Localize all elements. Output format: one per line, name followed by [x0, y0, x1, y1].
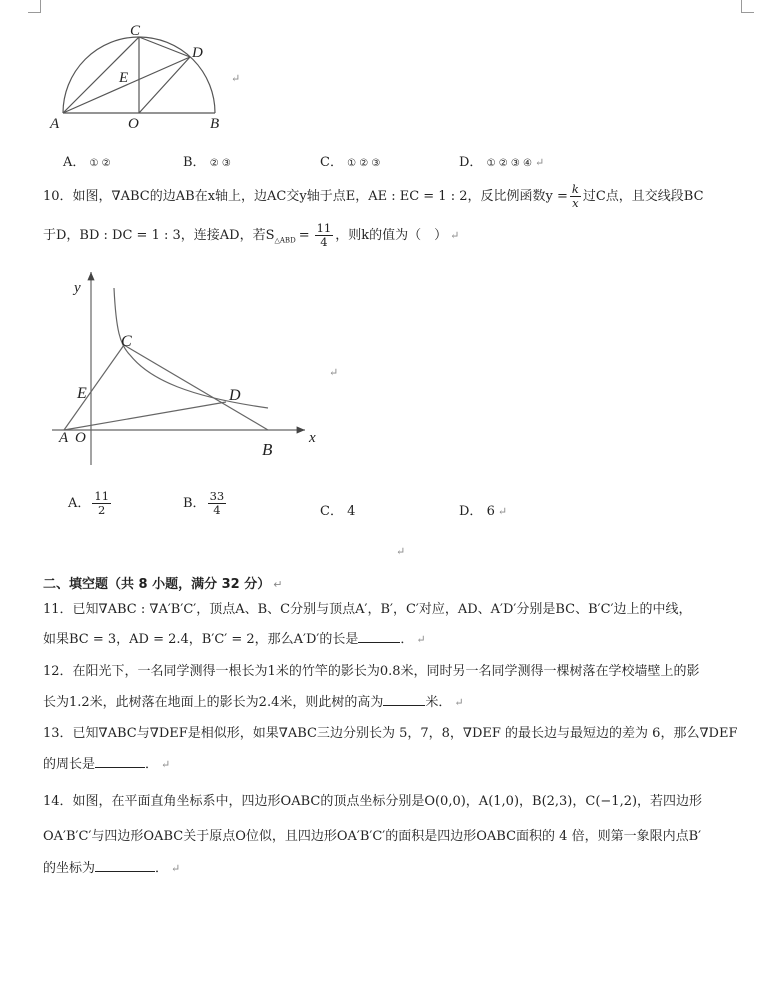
q9-option-c-letter: C．: [320, 155, 343, 170]
q10-option-b-letter: B．: [183, 496, 206, 511]
q10-option-d[interactable]: [459, 500, 507, 519]
return-mark: ↵: [161, 758, 171, 771]
area-subscript: △ABD: [274, 236, 296, 245]
crop-mark-right: [741, 0, 754, 13]
q10-label-o: O: [75, 430, 86, 446]
return-mark: ↵: [454, 696, 464, 709]
q9-label-a: A: [50, 116, 60, 132]
option-a-fraction: [92, 490, 111, 517]
q10-label-e: E: [77, 385, 87, 402]
q10-label-b: B: [262, 440, 273, 459]
q9-label-b: B: [210, 116, 220, 132]
q10-option-b[interactable]: [183, 490, 228, 517]
section-heading: [43, 573, 282, 592]
q10-coordinate-figure: [0, 265, 782, 465]
q10-option-a[interactable]: [68, 490, 113, 517]
q11-line2-end: ．: [400, 632, 414, 647]
frac-numerator: 33: [209, 489, 225, 503]
segment-ad: [64, 402, 226, 430]
q10-option-c[interactable]: [320, 500, 355, 519]
q10-option-c-letter: C．: [320, 504, 343, 519]
q12-line2: [43, 691, 464, 710]
q9-option-a-letter: A．: [63, 155, 86, 170]
q10-option-a-letter: A．: [68, 496, 91, 511]
q9-label-o: O: [128, 116, 139, 132]
q12-answer-blank[interactable]: [383, 705, 425, 706]
return-mark: ↵: [534, 156, 545, 169]
q9-label-d: D: [192, 45, 203, 61]
section-title: 二、填空题（共 8 小题，满分 32 分）: [43, 577, 271, 592]
q10-option-d-letter: D．: [459, 504, 483, 519]
q10-line1-end: 过C点，且交线段BC: [582, 189, 704, 204]
q9-option-d[interactable]: [459, 151, 544, 170]
return-mark: ↵: [416, 633, 426, 646]
crop-mark-left: [28, 0, 41, 13]
q12-line1: 12．在阳光下，一名同学测得一根长为1米的竹竿的影长为0.8米，同时另一名同学测得一棵树落在学校墙壁上的影: [43, 664, 700, 679]
q10-label-d: D: [229, 387, 241, 404]
q9-option-a-text: ① ②: [89, 158, 111, 169]
q10-line1-text: 10．如图，∇ABC的边AB在x轴上，边AC交y轴于点E，AE : EC = 1 : 2，反比例函数y =: [43, 189, 568, 204]
q10-label-a: A: [59, 430, 69, 446]
q10-label-y: y: [74, 280, 81, 296]
q14-line1: 14．如图，在平面直角坐标系中，四边形OABC的顶点坐标分别是O(0,0)，A(1,0)，B(2,3)，C(−1,2)，若四边形: [43, 794, 703, 809]
q9-option-b-letter: B．: [183, 155, 206, 170]
return-mark: ↵: [171, 862, 181, 875]
frac-denominator: 4: [320, 235, 328, 249]
q9-option-c[interactable]: [320, 151, 380, 170]
q10-label-c: C: [121, 333, 132, 350]
q14-line2: OA′B′C′与四边形OABC关于原点O位似，且四边形OA′B′C′的面积是四边形OABC面积的 4 倍，则第一象限内点B′: [43, 829, 702, 844]
return-mark: ↵: [396, 545, 406, 558]
q10-option-c-text: 4: [347, 504, 356, 519]
q9-option-d-text: ① ② ③ ④: [486, 158, 532, 169]
q9-option-c-text: ① ② ③: [347, 158, 381, 169]
frac-numerator: 11: [316, 221, 332, 235]
segment-od: [139, 57, 190, 113]
q11-line1: 11．已知∇ABC : ∇A′B′C′，顶点A、B、C分别与顶点A′，B′，C′对应，AD、A′D′分别是BC、B′C′边上的中线，: [43, 602, 692, 617]
hyperbola-curve: [114, 288, 268, 408]
q13-answer-blank[interactable]: [95, 767, 145, 768]
q10-line2: [43, 222, 459, 249]
q13-line2-end: ．: [145, 757, 159, 772]
q11-answer-blank[interactable]: [358, 642, 400, 643]
q10-eq: =: [298, 228, 310, 243]
frac-denominator: x: [572, 196, 579, 210]
q10-line1: [43, 183, 704, 210]
q11-line2-text: 如果BC = 3，AD = 2.4，B′C′ = 2，那么A′D′的长是: [43, 632, 359, 647]
q14-line3: [43, 857, 180, 876]
q10-label-x: x: [309, 430, 316, 446]
q10-line2-end: ，则k的值为（ ）: [335, 228, 448, 243]
q10-line2-text: 于D，BD : DC = 1 : 3，连接AD，若S: [43, 228, 275, 243]
segment-cd: [139, 37, 190, 57]
frac-numerator: 11: [94, 489, 110, 503]
fraction-11-over-4: [315, 222, 334, 249]
option-b-fraction: [208, 490, 227, 517]
q14-answer-blank[interactable]: [95, 871, 155, 872]
q9-option-b-text: ② ③: [209, 158, 231, 169]
return-mark: ↵: [273, 578, 283, 591]
q9-option-d-letter: D．: [459, 155, 483, 170]
return-mark: ↵: [329, 366, 339, 379]
segment-cb: [124, 345, 268, 430]
frac-denominator: 4: [213, 503, 221, 517]
frac-numerator: k: [571, 182, 579, 196]
fraction-k-over-x: [570, 183, 581, 210]
q9-label-c: C: [130, 23, 141, 39]
q9-option-a[interactable]: [63, 151, 111, 170]
return-mark: ↵: [231, 72, 241, 85]
q14-line3-text: 的坐标为: [43, 861, 96, 876]
q13-line2: [43, 753, 170, 772]
q10-option-d-text: 6: [486, 504, 495, 519]
segment-ac: [64, 345, 124, 430]
frac-denominator: 2: [98, 503, 106, 517]
q12-line2-end: 米．: [425, 695, 452, 710]
q9-label-e: E: [119, 70, 129, 86]
q14-line3-end: ．: [155, 861, 169, 876]
q9-option-b[interactable]: [183, 151, 231, 170]
q13-line2-text: 的周长是: [43, 757, 96, 772]
return-mark: ↵: [497, 505, 508, 518]
return-mark: ↵: [450, 229, 460, 242]
q9-semicircle-figure: [0, 20, 782, 160]
q13-line1: 13．已知∇ABC与∇DEF是相似形，如果∇ABC三边分别长为 5，7，8，∇DEF 的最长边与最短边的差为 6，那么∇DEF: [43, 726, 738, 741]
q11-line2: [43, 628, 426, 647]
q12-line2-text: 长为1.2米，此树落在地面上的影长为2.4米，则此树的高为: [43, 695, 384, 710]
